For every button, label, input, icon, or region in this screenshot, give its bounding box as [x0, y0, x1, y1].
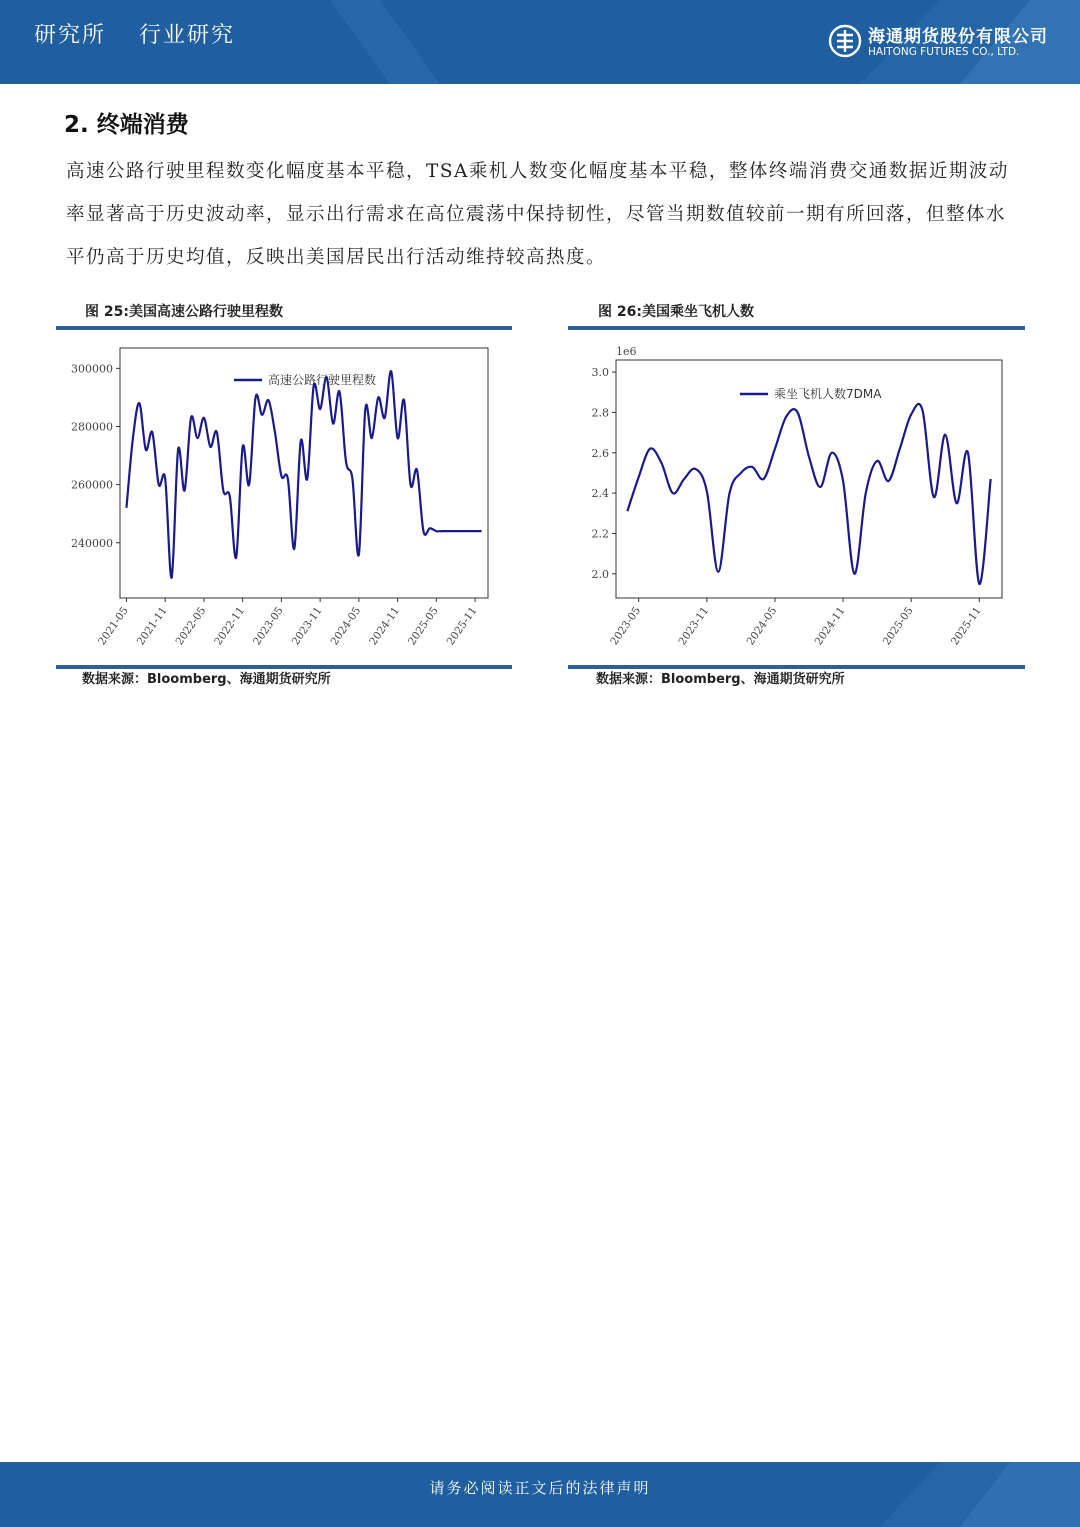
section-title: 2. 终端消费 — [64, 112, 189, 138]
header-category: 行业研究 — [139, 23, 236, 48]
y-tick-label: 300000 — [71, 362, 113, 376]
figure-26-source: 数据来源：Bloomberg、海通期货研究所 — [596, 672, 845, 687]
highway-miles-chart — [56, 332, 516, 664]
page-footer — [0, 1462, 1080, 1527]
x-tick-label: 2021-05 — [96, 604, 131, 648]
x-tick-label: 2023-11 — [676, 604, 712, 648]
series-line — [126, 371, 481, 578]
legend-label: 乘坐飞机人数7DMA — [774, 387, 882, 401]
y-tick-label: 2.4 — [591, 487, 609, 501]
legal-notice: 请务必阅读正文后的法律声明 — [429, 1479, 651, 1497]
x-tick-label: 2025-11 — [948, 604, 984, 648]
x-tick-label: 2023-05 — [608, 604, 644, 648]
x-tick-label: 2023-11 — [289, 604, 325, 648]
x-tick-label: 2025-05 — [405, 604, 441, 648]
header-breadcrumb — [34, 18, 259, 49]
figure-25-source: 数据来源：Bloomberg、海通期货研究所 — [82, 672, 331, 687]
air-passengers-chart — [568, 332, 1028, 664]
x-tick-label: 2024-05 — [328, 604, 364, 648]
x-tick-label: 2022-11 — [212, 604, 248, 648]
y-tick-label: 240000 — [71, 536, 113, 550]
x-tick-label: 2024-05 — [744, 604, 780, 648]
x-tick-label: 2023-05 — [250, 604, 286, 648]
figure-26-top-rule — [568, 326, 1025, 330]
legend-label: 高速公路行驶里程数 — [268, 373, 377, 387]
x-tick-label: 2022-05 — [173, 604, 209, 648]
header-section: 研究所 — [34, 23, 107, 48]
figure-25-top-rule — [56, 326, 512, 330]
y-tick-label: 3.0 — [591, 366, 609, 380]
y-tick-label: 260000 — [71, 478, 113, 492]
figure-26-caption: 图 26:美国乘坐飞机人数 — [598, 304, 754, 320]
x-tick-label: 2021-11 — [134, 604, 170, 648]
y-tick-label: 280000 — [71, 420, 113, 434]
series-line — [627, 404, 990, 584]
company-name-en: HAITONG FUTURES CO., LTD. — [868, 46, 1020, 58]
y-scale-label: 1e6 — [616, 345, 637, 358]
body-paragraph: 高速公路行驶里程数变化幅度基本平稳，TSA乘机人数变化幅度基本平稳，整体终端消费交通数据近期波动率显著高于历史波动率，显示出行需求在高位震荡中保持韧性，尽管当期数值较前一期有所回落，但整体水平仍高于历史均值，反映出美国居民出行活动维持较高热度。 — [66, 161, 1009, 268]
y-tick-label: 2.6 — [591, 446, 609, 460]
page-header — [0, 0, 1080, 84]
x-tick-label: 2025-05 — [880, 604, 916, 648]
x-tick-label: 2024-11 — [812, 604, 848, 648]
company-name-cn: 海通期货股份有限公司 — [868, 27, 1048, 47]
figure-25-caption: 图 25:美国高速公路行驶里程数 — [85, 304, 283, 320]
x-tick-label: 2025-11 — [444, 604, 480, 648]
haitong-logo-icon — [828, 24, 862, 58]
x-tick-label: 2024-11 — [367, 604, 403, 648]
company-logo — [828, 22, 1058, 66]
y-tick-label: 2.2 — [591, 527, 609, 541]
y-tick-label: 2.0 — [591, 567, 609, 581]
y-tick-label: 2.8 — [591, 406, 609, 420]
